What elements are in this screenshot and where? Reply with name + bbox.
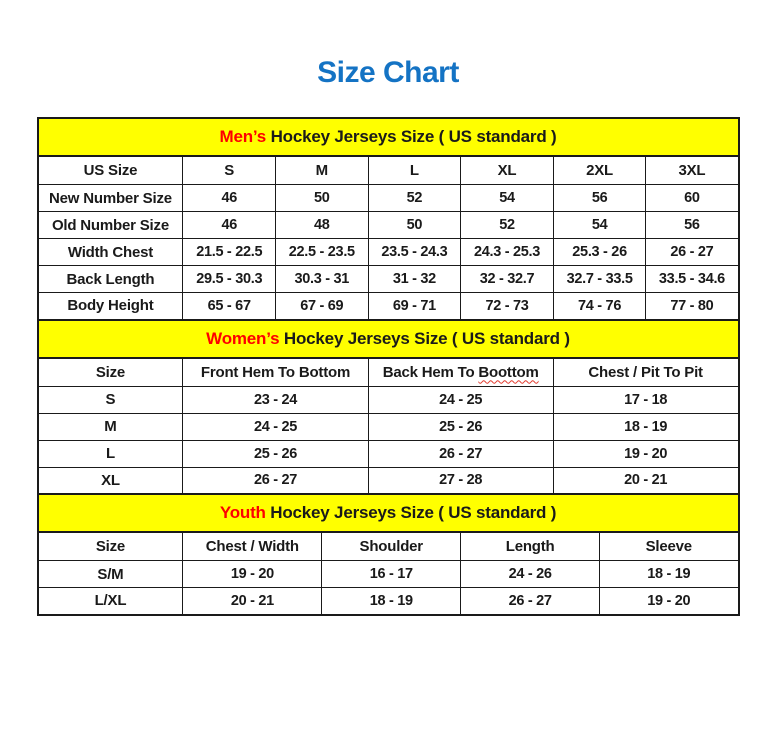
value-cell: 17 - 18: [553, 386, 738, 413]
womens-col-header-2: [368, 358, 553, 387]
womens-band-highlight: Women’s: [206, 328, 280, 348]
youth-col-header-4: Sleeve: [600, 532, 739, 561]
womens-col-header-text: Back Hem To: [382, 363, 479, 381]
value-cell: 24.3 - 25.3: [461, 239, 554, 266]
value-cell: 74 - 76: [553, 293, 646, 320]
size-tables: [37, 117, 740, 616]
value-cell: 46: [183, 212, 276, 239]
value-cell: 26 - 27: [183, 467, 368, 494]
value-cell: 26 - 27: [368, 440, 553, 467]
value-cell: 20 - 21: [553, 467, 738, 494]
value-cell: 18 - 19: [322, 588, 461, 615]
spellcheck-squiggle-word: Boottom: [478, 363, 539, 381]
table-row: [38, 293, 739, 320]
womens-row-label-2: L: [38, 440, 183, 467]
value-cell: 56: [553, 185, 646, 212]
mens-col-header-4: XL: [461, 156, 554, 185]
value-cell: 23 - 24: [183, 386, 368, 413]
youth-col-header-2: Shoulder: [322, 532, 461, 561]
table-row: [38, 467, 739, 494]
womens-col-header-3: Chest / Pit To Pit: [553, 358, 738, 387]
value-cell: 25.3 - 26: [553, 239, 646, 266]
mens-row-label-0: New Number Size: [38, 185, 183, 212]
value-cell: 25 - 26: [368, 413, 553, 440]
value-cell: 56: [646, 212, 739, 239]
womens-band-text: Hockey Jerseys Size ( US standard ): [279, 328, 570, 348]
youth-band-row: [38, 494, 739, 532]
womens-col-header-0: Size: [38, 358, 183, 387]
value-cell: 27 - 28: [368, 467, 553, 494]
value-cell: 52: [368, 185, 461, 212]
value-cell: 52: [461, 212, 554, 239]
value-cell: 16 - 17: [322, 561, 461, 588]
mens-row-label-2: Width Chest: [38, 239, 183, 266]
value-cell: 54: [553, 212, 646, 239]
value-cell: 22.5 - 23.5: [276, 239, 369, 266]
mens-col-header-6: 3XL: [646, 156, 739, 185]
value-cell: 72 - 73: [461, 293, 554, 320]
value-cell: 30.3 - 31: [276, 266, 369, 293]
value-cell: 24 - 26: [461, 561, 600, 588]
mens-size-table: [37, 117, 740, 321]
mens-col-header-5: 2XL: [553, 156, 646, 185]
mens-band-text: Hockey Jerseys Size ( US standard ): [266, 127, 557, 146]
table-row: [38, 440, 739, 467]
table-row: [38, 386, 739, 413]
womens-section-band: [38, 320, 739, 358]
youth-section-band: [38, 494, 739, 532]
table-row: [38, 212, 739, 239]
mens-row-label-4: Body Height: [38, 293, 183, 320]
youth-size-table: [37, 493, 740, 616]
value-cell: 50: [276, 185, 369, 212]
value-cell: 19 - 20: [553, 440, 738, 467]
womens-band-row: [38, 320, 739, 358]
mens-band-highlight: Men’s: [219, 127, 267, 146]
table-row: [38, 185, 739, 212]
mens-section-band: [38, 118, 739, 156]
value-cell: 32.7 - 33.5: [553, 266, 646, 293]
table-row: [38, 588, 739, 615]
table-row: [38, 413, 739, 440]
womens-col-header-1: Front Hem To Bottom: [183, 358, 368, 387]
value-cell: 48: [276, 212, 369, 239]
table-row: [38, 266, 739, 293]
value-cell: 46: [183, 185, 276, 212]
youth-band-text: Hockey Jerseys Size ( US standard ): [265, 503, 557, 522]
womens-row-label-0: S: [38, 386, 183, 413]
mens-col-header-2: M: [276, 156, 369, 185]
womens-row-label-3: XL: [38, 467, 183, 494]
value-cell: 21.5 - 22.5: [183, 239, 276, 266]
value-cell: 65 - 67: [183, 293, 276, 320]
mens-band-row: [38, 118, 739, 156]
womens-header-row: [38, 358, 739, 387]
value-cell: 20 - 21: [183, 588, 322, 615]
value-cell: 32 - 32.7: [461, 266, 554, 293]
value-cell: 60: [646, 185, 739, 212]
youth-band-highlight: Youth: [219, 503, 266, 522]
value-cell: 19 - 20: [183, 561, 322, 588]
youth-col-header-0: Size: [38, 532, 183, 561]
mens-col-header-1: S: [183, 156, 276, 185]
value-cell: 29.5 - 30.3: [183, 266, 276, 293]
youth-row-label-0: S/M: [38, 561, 183, 588]
mens-row-label-1: Old Number Size: [38, 212, 183, 239]
value-cell: 50: [368, 212, 461, 239]
value-cell: 18 - 19: [553, 413, 738, 440]
value-cell: 25 - 26: [183, 440, 368, 467]
value-cell: 67 - 69: [276, 293, 369, 320]
value-cell: 54: [461, 185, 554, 212]
value-cell: 23.5 - 24.3: [368, 239, 461, 266]
value-cell: 26 - 27: [646, 239, 739, 266]
value-cell: 31 - 32: [368, 266, 461, 293]
value-cell: 24 - 25: [368, 386, 553, 413]
value-cell: 24 - 25: [183, 413, 368, 440]
value-cell: 69 - 71: [368, 293, 461, 320]
mens-col-header-3: L: [368, 156, 461, 185]
value-cell: 33.5 - 34.6: [646, 266, 739, 293]
value-cell: 18 - 19: [600, 561, 739, 588]
table-row: [38, 561, 739, 588]
youth-header-row: [38, 532, 739, 561]
mens-col-header-0: US Size: [38, 156, 183, 185]
womens-size-table: [37, 319, 740, 496]
womens-row-label-1: M: [38, 413, 183, 440]
page-title: Size Chart: [317, 56, 459, 89]
value-cell: 77 - 80: [646, 293, 739, 320]
value-cell: 19 - 20: [600, 588, 739, 615]
value-cell: 26 - 27: [461, 588, 600, 615]
youth-row-label-1: L/XL: [38, 588, 183, 615]
youth-col-header-1: Chest / Width: [183, 532, 322, 561]
mens-header-row: [38, 156, 739, 185]
mens-row-label-3: Back Length: [38, 266, 183, 293]
table-row: [38, 239, 739, 266]
youth-col-header-3: Length: [461, 532, 600, 561]
size-chart-page: [0, 56, 776, 616]
